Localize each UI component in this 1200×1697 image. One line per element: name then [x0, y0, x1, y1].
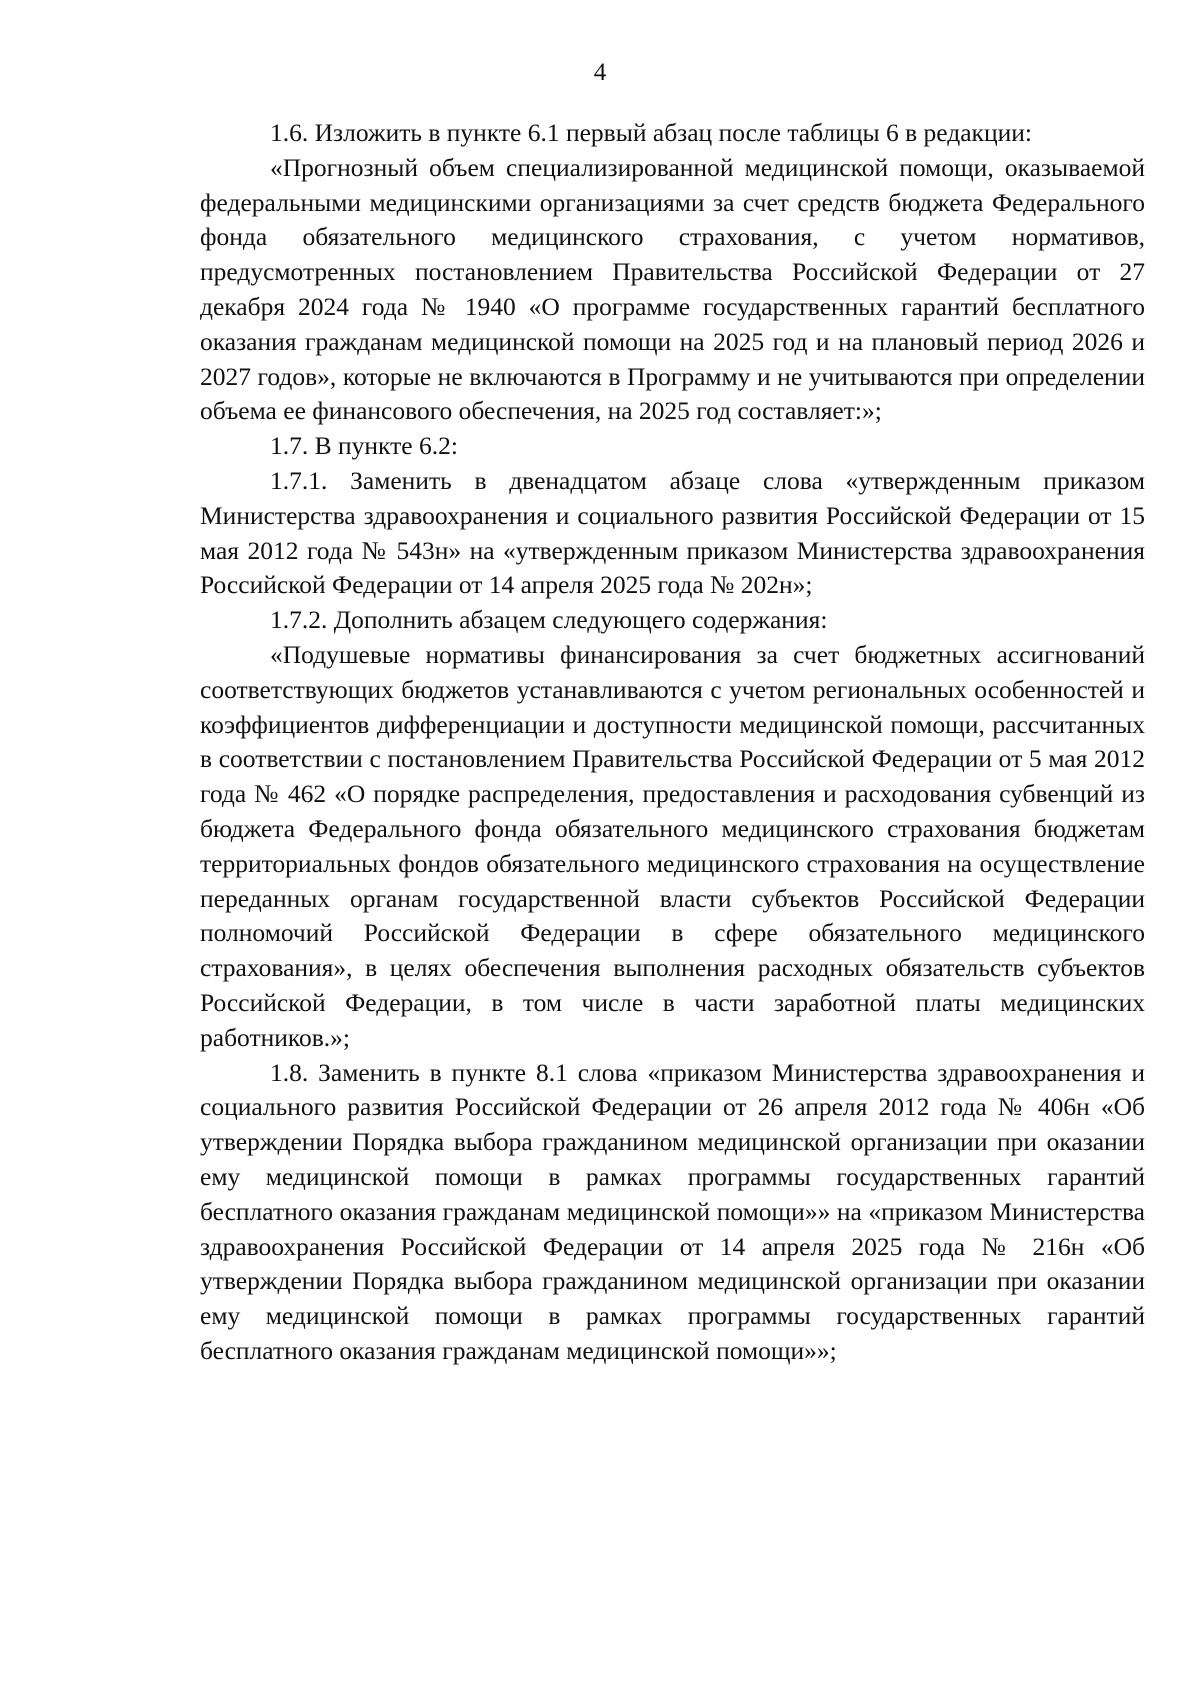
document-body [200, 116, 1145, 1369]
paragraph-1-6: 1.6. Изложить в пункте 6.1 первый абзац после таблицы 6 в редакции: [270, 118, 1032, 147]
paragraph-1-7: 1.7. В пункте 6.2: [270, 431, 458, 461]
paragraph-1-7-1: 1.7.1. Заменить в двенадцатом абзаце слова «утвержденным приказом Министерства здравоохранения и социального развития Российской Федерации от 15 мая 2012 года № 543н» на «утвержденным приказом Министерства здравоохранения Российской Федерации от 14 апреля 2025 года № 202н»; [200, 465, 1145, 600]
paragraph-1-7-2: 1.7.2. Дополнить абзацем следующего содержания: [270, 605, 828, 635]
page-number: 4 [593, 59, 607, 86]
paragraph-quote-forecast-volume: «Прогнозный объем специализированной медицинской помощи, оказываемой федеральными медицинскими организациями за счет средств бюджета Федерального фонда обязательного медицинского страхования, с учетом нормативов, предусмотренных постановлением Правительства Российской Федерации от 27 декабря 2024 года № 1940 «О программе государственных гарантий бесплатного оказания гражданам медицинской помощи на 2025 год и на плановый период 2026 и 2027 годов», которые не включаются в Программу и не учитываются при определении объема ее финансового обеспечения, на 2025 год составляет:»; [200, 152, 1145, 426]
paragraph-quote-per-capita-norms: «Подушевые нормативы финансирования за счет бюджетных ассигнований соответствующих бюджетов устанавливаются с учетом региональных особенностей и коэффициентов дифференциации и доступности медицинской помощи, рассчитанных в соответствии с постановлением Правительства Российской Федерации от 5 мая 2012 года № 462 «О порядке распределения, предоставления и расходования субвенций из бюджета Федерального фонда обязательного медицинского страхования бюджетам территориальных фондов обязательного медицинского страхования на осуществление переданных органам государственной власти субъектов Российской Федерации полномочий Российской Федерации в сфере обязательного медицинского страхования», в целях обеспечения выполнения расходных обязательств субъектов Российской Федерации, в том числе в части заработной платы медицинских работников.»; [200, 639, 1145, 1052]
paragraph-1-8: 1.8. Заменить в пункте 8.1 слова «приказом Министерства здравоохранения и социального развития Российской Федерации от 26 апреля 2012 года № 406н «Об утверждении Порядка выбора гражданином медицинской организации при оказании ему медицинской помощи в рамках программы государственных гарантий бесплатного оказания гражданам медицинской помощи»» на «приказом Министерства здравоохранения Российской Федерации от 14 апреля 2025 года № 216н «Об утверждении Порядка выбора гражданином медицинской организации при оказании ему медицинской помощи в рамках программы государственных гарантий бесплатного оказания гражданам медицинской помощи»»; [200, 1057, 1145, 1365]
